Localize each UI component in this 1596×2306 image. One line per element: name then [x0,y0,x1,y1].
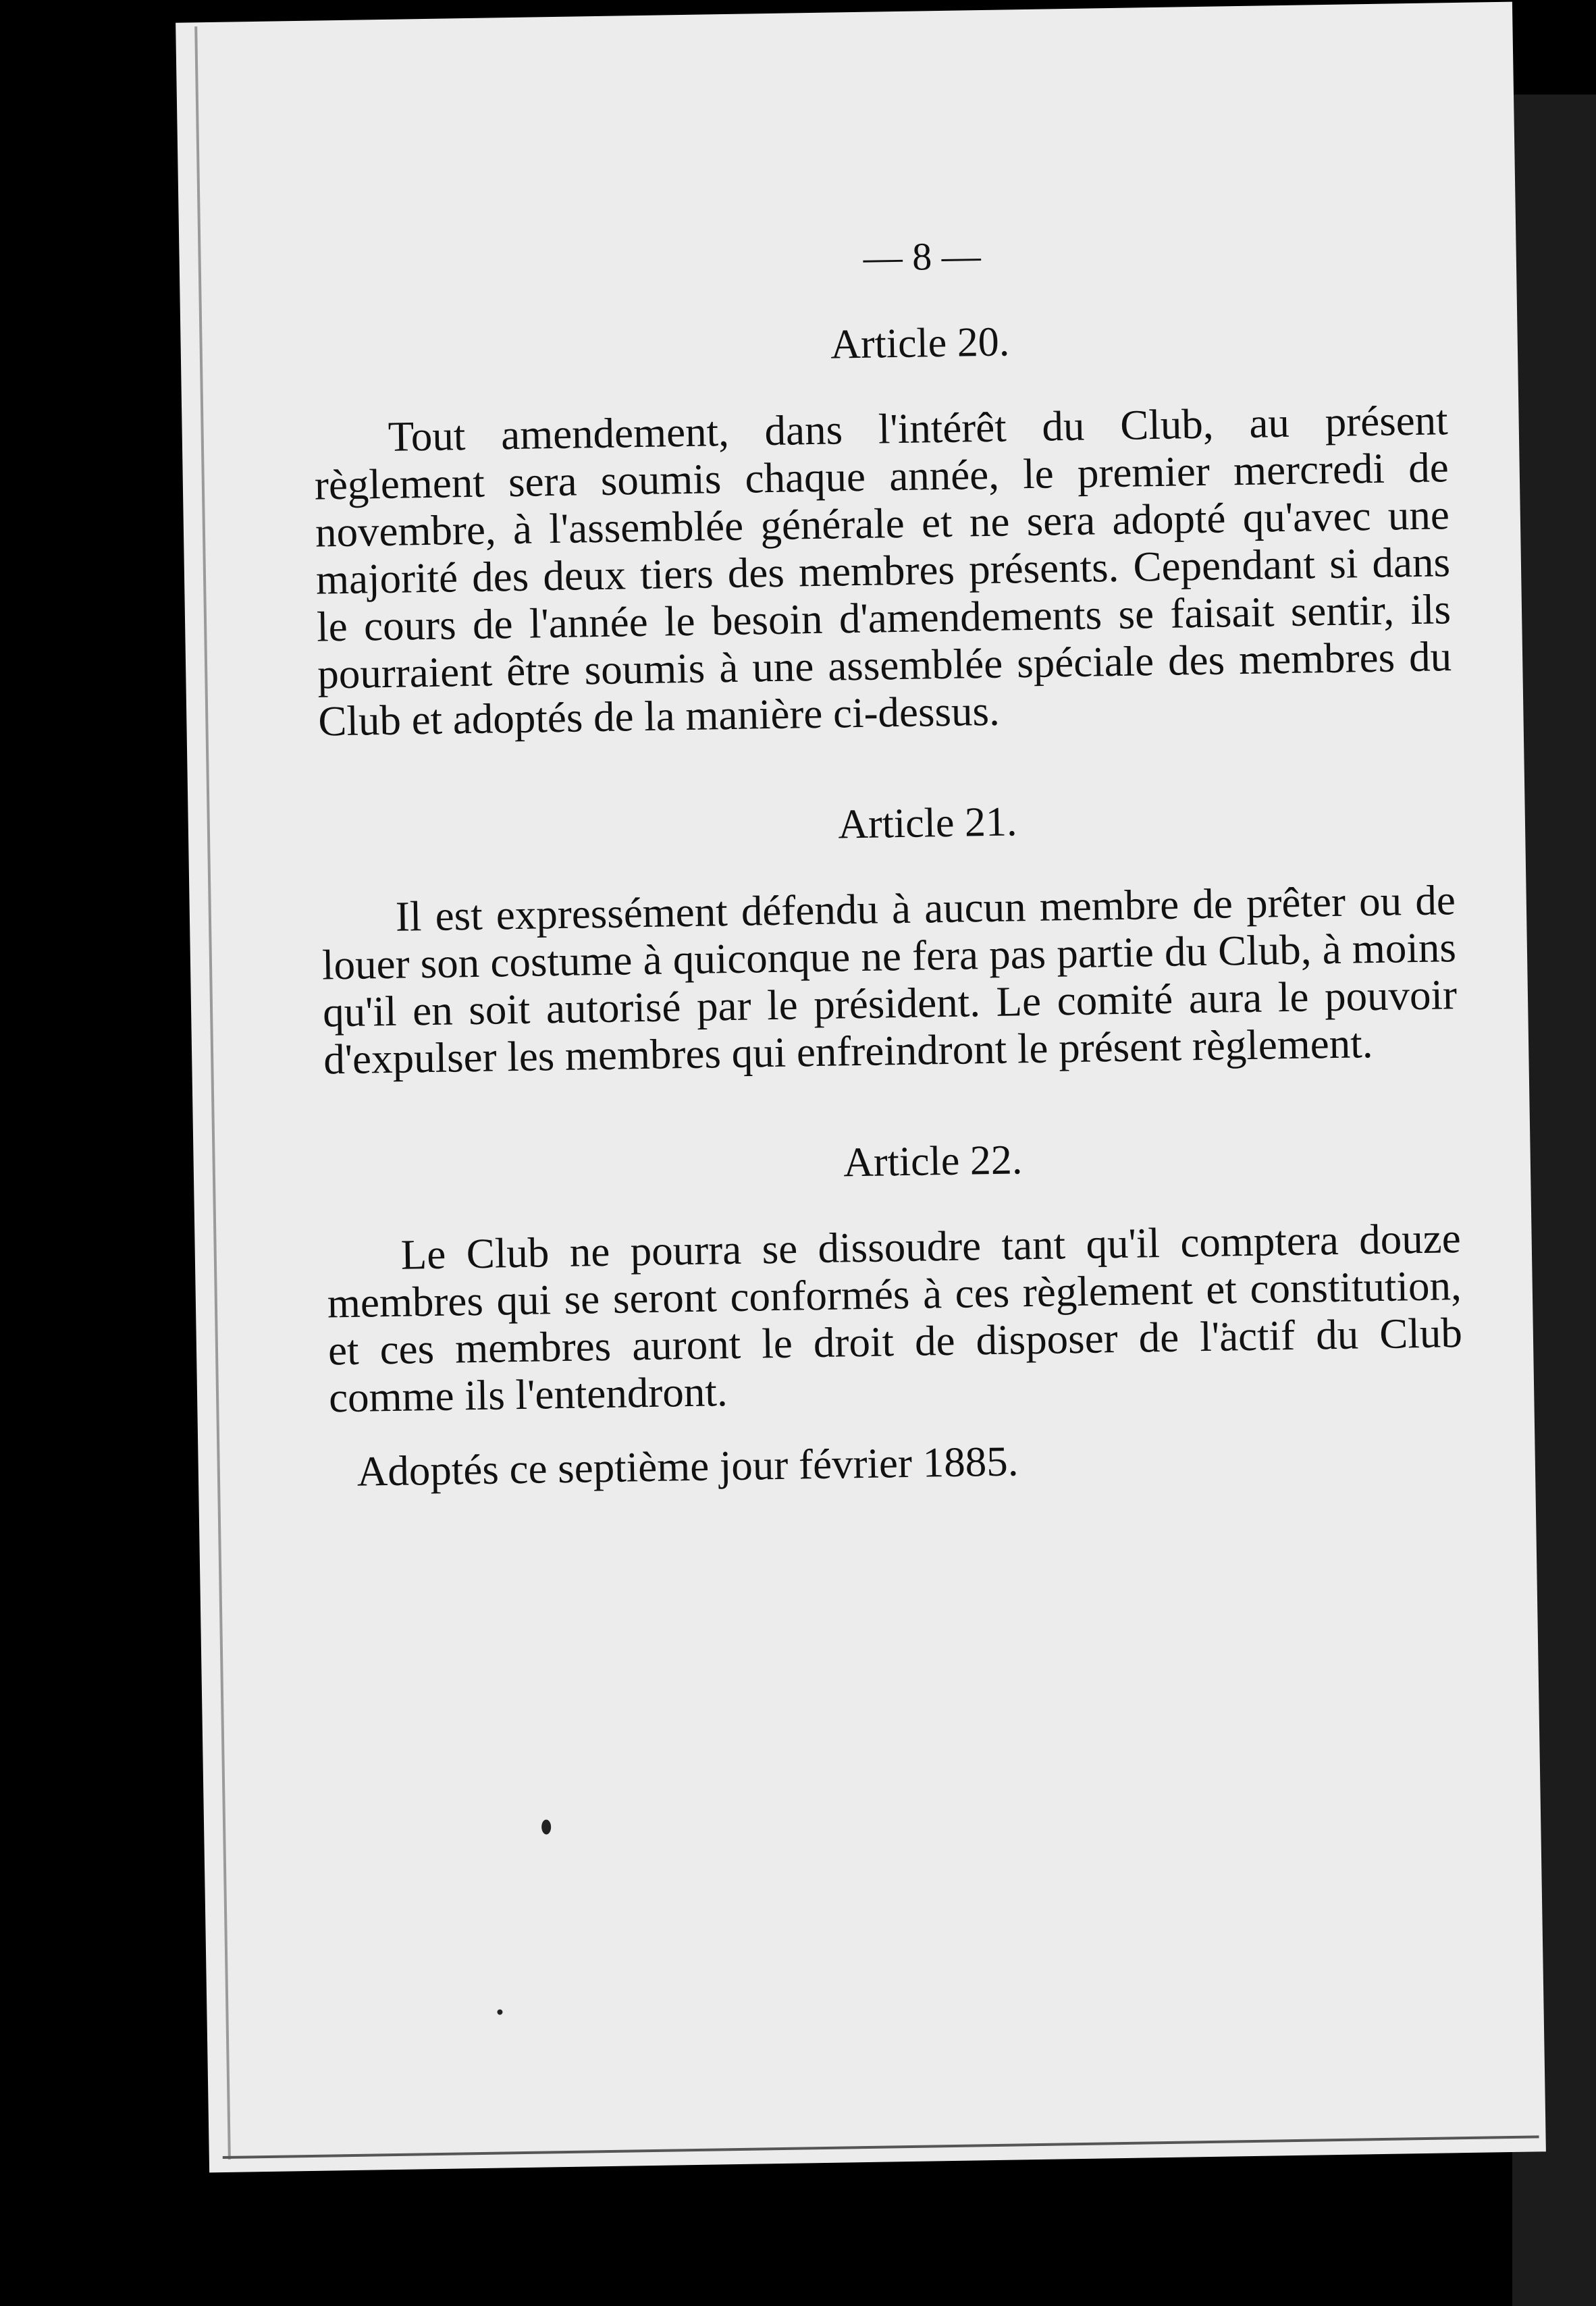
article-20-body: Tout amendement, dans l'intérêt du Club, au présent règlement sera soumis chaque année, le premier mercredi de novembre, à l'assemblée générale et ne sera adopté qu'avec une majorité des deux tiers des membres présents. Cependant si dans le cours de l'année le besoin d'amendements se faisait sentir, ils pourraient être soumis à une assemblée spéciale des membres du Club et adoptés de la manière ci-dessus. [314,396,1452,745]
article-22-heading: Article 22. [843,1137,1023,1186]
ink-speck [497,2010,502,2015]
page-number: — 8 — [863,234,982,279]
document-page [176,2,1546,2173]
page-left-border-line [194,26,231,2160]
article-22-body: Le Club ne pourra se dissoudre tant qu'il comptera douze membres qui se seront conformés à ces règlement et constitution, et ces membres auront le droit de disposer de l'actif du Club comme ils l'entendront. [327,1214,1463,1422]
adoption-date-line: Adoptés ce septième jour février 1885. [356,1437,1019,1495]
article-21-body: Il est expressément défendu à aucun membre de prêter ou de louer son costume à quiconque ne fera pas partie du Club, à moins qu'il en soit autorisé par le président. Le comité aura le pouvoir d'expulser les membres qui enfreindront le présent règlement. [321,876,1458,1083]
page-text [311,225,1464,1495]
page-bottom-border-line [223,2135,1539,2159]
article-20-heading: Article 20. [830,319,1010,368]
article-21-heading: Article 21. [837,799,1017,848]
ink-speck [541,1819,551,1834]
